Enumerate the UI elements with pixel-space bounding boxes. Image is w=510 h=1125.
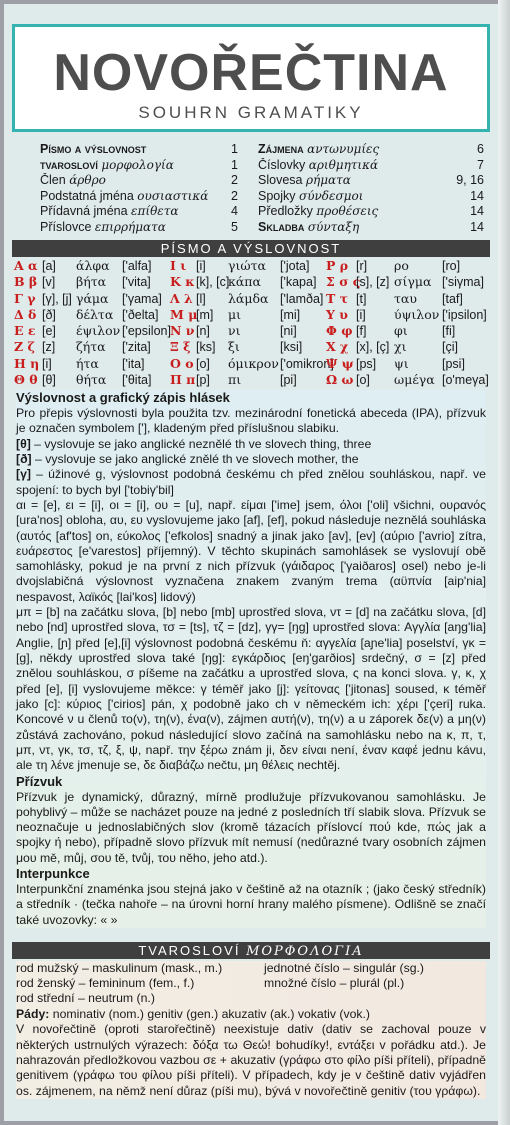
greek-letter: Γ γ bbox=[14, 290, 36, 306]
letter-name: κάπα bbox=[228, 274, 261, 290]
toc-entry bbox=[40, 204, 238, 220]
paragraph-interpunkce: Interpunkční znaménka jsou stejná jako v češtině až na otazník ; (jako český středník) a středník · (tečka nahoře – na úrovni horní hrany malého písmene). Odlišně se značí také uvozovky: « » bbox=[16, 882, 486, 927]
alphabet-row bbox=[170, 291, 330, 307]
toc-entry bbox=[40, 173, 238, 189]
greek-letter: Α α bbox=[14, 258, 38, 273]
toc-label-greek: προθέσεις bbox=[316, 204, 379, 218]
heading-prizvuk: Přízvuk bbox=[16, 773, 63, 789]
toc-label-text: Předložky bbox=[258, 204, 313, 218]
rule-symbol: [θ] bbox=[16, 436, 31, 451]
toc-label-greek: επιρρήματα bbox=[94, 219, 166, 234]
number-singular: jednotné číslo – singulár (sg.) bbox=[264, 961, 425, 975]
toc-entry bbox=[258, 220, 484, 236]
greek-letter: Ζ ζ bbox=[14, 339, 35, 355]
page-subtitle: SOUHRN GRAMATIKY bbox=[138, 103, 364, 122]
toc-page-number: 5 bbox=[231, 219, 238, 234]
toc-entry bbox=[40, 189, 238, 205]
toc-label bbox=[40, 142, 231, 158]
letter-name-ipa: ['γama] bbox=[122, 291, 162, 306]
letter-ipa: [r] bbox=[356, 259, 368, 273]
alphabet-row bbox=[326, 372, 489, 388]
letter-ipa: [p] bbox=[196, 373, 210, 388]
toc-page-number: 1 bbox=[231, 142, 238, 156]
letter-name: άλφα bbox=[76, 258, 110, 273]
alphabet-row bbox=[326, 339, 486, 355]
letter-ipa: [f] bbox=[356, 324, 367, 339]
section-title-greek: ΜΟΡΦΟΛΟΓΙΑ bbox=[246, 944, 364, 959]
section-title: PÍSMO A VÝSLOVNOST bbox=[160, 241, 342, 256]
letter-ipa: [θ] bbox=[42, 373, 56, 388]
toc-column-left bbox=[40, 142, 238, 235]
letter-ipa: [o] bbox=[356, 373, 370, 388]
alphabet-column bbox=[326, 258, 489, 388]
greek-letter: Φ φ bbox=[326, 323, 353, 339]
letter-ipa: [v] bbox=[42, 275, 56, 290]
paragraph-intro: Pro přepis výslovnosti byla použita tzv. mezinárodní fonetická abeceda (IPA), přízvuk je označen symbolem ['], kladeným před příslušnou slabiku. bbox=[16, 406, 486, 436]
alphabet-row bbox=[326, 291, 486, 307]
toc-page-number: 4 bbox=[231, 204, 238, 218]
toc-label-greek: σύνταξη bbox=[307, 219, 360, 234]
greek-letter: Ω ω bbox=[326, 372, 354, 388]
letter-name: νι bbox=[228, 323, 241, 339]
letter-ipa: [k], [c] bbox=[196, 275, 230, 290]
toc-entry bbox=[258, 173, 484, 189]
alphabet-row bbox=[14, 274, 174, 290]
letter-name: βήτα bbox=[76, 274, 107, 290]
letter-name: ήτα bbox=[76, 355, 99, 371]
paragraph-prizvuk: Přízvuk je dynamický, důrazný, mírně prodlužuje přízvukovanou samohlásku. Je pohyblivý – může se nacházet pouze na jedné z posledních tří slabik slova. Přízvuk se neoznačuje u jednoslabičných slov (kromě tázacích příslovcí πού kde, πώς jak a spojky ή nebo), případně slovo přízvuk mít nemusí (nedůrazné tvary osobních zájmen μου mě, můj, σου tě, tvůj, του něho, jeho atd.). bbox=[16, 789, 486, 865]
letter-name-ipa: ['ita] bbox=[122, 356, 145, 371]
toc-label bbox=[258, 189, 470, 205]
alphabet-row bbox=[14, 356, 174, 372]
alphabet-column bbox=[14, 258, 174, 388]
letter-name-ipa: [ro] bbox=[442, 259, 461, 273]
letter-name-ipa: [çi] bbox=[442, 340, 458, 355]
alphabet-row bbox=[14, 339, 174, 355]
toc-label-text: Člen bbox=[40, 173, 66, 187]
toc-label bbox=[258, 204, 470, 220]
greek-letter: Κ κ bbox=[170, 274, 195, 290]
toc-column-right bbox=[258, 142, 484, 235]
toc-entry bbox=[258, 189, 484, 205]
toc-label-greek: αριθμητικά bbox=[308, 157, 379, 172]
toc-page-number: 14 bbox=[470, 188, 484, 203]
heading-interpunkce: Interpunkce bbox=[16, 866, 90, 882]
letter-ipa: [n] bbox=[196, 324, 210, 339]
alphabet-row bbox=[14, 291, 174, 307]
toc-label bbox=[40, 158, 231, 174]
letter-name: ύψιλον bbox=[394, 306, 440, 322]
alphabet-row bbox=[170, 355, 334, 372]
letter-name: λάμδα bbox=[228, 290, 269, 306]
letter-name-ipa: [psi] bbox=[442, 356, 465, 371]
cases-line bbox=[16, 1007, 486, 1022]
alphabet-row bbox=[326, 258, 486, 274]
toc-page-number: 7 bbox=[477, 157, 484, 172]
greek-letter: Χ χ bbox=[326, 339, 349, 355]
rule-theta bbox=[16, 437, 486, 452]
letter-name-ipa: ['lamða] bbox=[280, 291, 324, 306]
letter-name-ipa: ['kapa] bbox=[280, 275, 317, 290]
toc-entry bbox=[40, 158, 238, 174]
letter-ipa: [e] bbox=[42, 324, 56, 339]
toc-entry bbox=[40, 142, 238, 158]
alphabet-row bbox=[14, 258, 174, 274]
letter-ipa: [a] bbox=[42, 259, 56, 273]
paragraph-dativ: V novořečtině (oproti starořečtině) neexistuje dativ (dativ se zachoval pouze v některých ustrnulých výrazech: δόξα τω Θεώ! bohudíky!, εντάξει v pořádku atd.). Je nahrazován předložkovou vazbou σε + akuzativ (γράφω στο φίλο píši příteli), případně genitivem (γράφω του φίλου píši příteli). V případech, kdy je v češtině dativ vyjádřen os. zájmenem, na němž není důraz (píši mu), bývá v novořečtině genitiv (του γράφω). bbox=[16, 1022, 486, 1098]
letter-name-ipa: [ksi] bbox=[280, 340, 303, 355]
letter-name-ipa: ['epsilon] bbox=[122, 324, 171, 339]
letter-ipa: [l] bbox=[196, 291, 206, 306]
letter-ipa: [o] bbox=[196, 356, 210, 371]
toc-label bbox=[40, 204, 231, 220]
letter-ipa: [z] bbox=[42, 340, 56, 355]
letter-name-ipa: ['jota] bbox=[280, 259, 310, 273]
greek-letter: Υ υ bbox=[326, 306, 348, 322]
greek-letter: Σ σ ς bbox=[326, 274, 361, 290]
alphabet-row bbox=[326, 274, 486, 290]
greek-letter: Η η bbox=[14, 355, 40, 371]
alphabet-row bbox=[170, 307, 330, 323]
letter-name: ταυ bbox=[394, 290, 417, 306]
letter-ipa: [ð] bbox=[42, 307, 56, 322]
toc-label bbox=[258, 142, 477, 158]
page-spine bbox=[498, 0, 510, 1125]
rule-symbol: [γ] bbox=[16, 467, 31, 482]
cases-list: nominativ (nom.) genitiv (gen.) akuzativ (ak.) vokativ (vok.) bbox=[49, 1007, 371, 1021]
toc-label-text: Přídavná jména bbox=[40, 204, 128, 218]
section-title: TVAROSLOVÍ bbox=[138, 943, 241, 958]
toc-label-text: Spojky bbox=[258, 188, 296, 203]
toc-entry bbox=[40, 220, 238, 236]
toc-label-text: Písmo a výslovnost bbox=[40, 142, 147, 156]
letter-ipa: [i] bbox=[356, 307, 366, 322]
toc-label-text: Číslovky bbox=[258, 157, 306, 172]
letter-ipa: [x], [ç] bbox=[356, 340, 390, 355]
greek-letter: Τ τ bbox=[326, 290, 349, 306]
gender-neuter: rod střední – neutrum (n.) bbox=[16, 991, 155, 1005]
letter-name: φι bbox=[394, 323, 408, 339]
toc-page-number: 9, 16 bbox=[456, 173, 484, 187]
number-plural: množné číslo – plurál (pl.) bbox=[264, 976, 405, 990]
toc-label-text: Skladba bbox=[258, 219, 305, 234]
toc-label-greek: ρήματα bbox=[305, 173, 351, 187]
letter-name: πι bbox=[228, 372, 242, 388]
alphabet-row bbox=[170, 372, 330, 388]
alphabet-row bbox=[170, 339, 330, 355]
letter-name: έψιλον bbox=[76, 323, 121, 339]
rule-text: – vyslovuje se jako anglické neznělé th ve slovech thing, three bbox=[30, 436, 372, 451]
toc-label-greek: μορφολογία bbox=[101, 157, 174, 172]
letter-name-ipa: ['ðelta] bbox=[122, 307, 159, 322]
letter-ipa: [i] bbox=[196, 259, 206, 273]
toc-page-number: 2 bbox=[231, 173, 238, 187]
gender-masculine: rod mužský – maskulinum (mask., m.) bbox=[16, 961, 223, 975]
letter-name: ψι bbox=[394, 355, 409, 371]
toc-label-text: Zájmena bbox=[258, 142, 304, 156]
alphabet-column bbox=[170, 258, 334, 388]
letter-ipa: [ps] bbox=[356, 356, 377, 371]
letter-name-ipa: [mi] bbox=[280, 307, 301, 322]
letter-name-ipa: ['omikron] bbox=[280, 356, 334, 371]
alphabet-row bbox=[326, 307, 486, 323]
rule-eth bbox=[16, 452, 486, 467]
letter-name-ipa: ['vita] bbox=[122, 275, 151, 290]
toc-label-greek: σύνδεσμοι bbox=[299, 188, 364, 203]
alphabet-row bbox=[326, 356, 486, 372]
toc-page-number: 14 bbox=[470, 219, 484, 234]
header-box bbox=[12, 24, 490, 132]
pronunciation-section bbox=[16, 390, 486, 928]
cases-label: Pády: bbox=[16, 1007, 50, 1021]
toc-label bbox=[258, 220, 470, 236]
letter-ipa: [m] bbox=[196, 307, 214, 322]
morphology-section bbox=[16, 961, 486, 1099]
section-bar-pismo bbox=[12, 240, 490, 257]
toc-page-number: 2 bbox=[231, 188, 238, 203]
letter-ipa: [s], [z] bbox=[356, 275, 390, 290]
grammar-sheet bbox=[4, 4, 498, 1121]
greek-letter: Ε ε bbox=[14, 323, 36, 339]
greek-letter: Ψ ψ bbox=[326, 355, 354, 371]
letter-name-ipa: [fi] bbox=[442, 324, 456, 339]
letter-name: ζήτα bbox=[76, 339, 106, 355]
rule-text: – úžinové g, výslovnost podobná českému ch před znělou souhláskou, např. ve spojení: to bych byl ['tobiγ'bil] bbox=[16, 467, 486, 497]
letter-name: μι bbox=[228, 306, 242, 322]
letter-name: ρο bbox=[394, 258, 409, 273]
letter-name: όμικρον bbox=[228, 355, 279, 371]
heading-vyslovnost: Výslovnost a grafický zápis hlásek bbox=[16, 390, 230, 405]
greek-letter: Μ μ bbox=[170, 306, 198, 322]
letter-ipa: [i] bbox=[42, 356, 52, 371]
letter-name-ipa: ['zita] bbox=[122, 340, 151, 355]
letter-name-ipa: [taf] bbox=[442, 291, 463, 306]
greek-letter: Θ θ bbox=[14, 372, 38, 388]
paragraph-diphthongs: αι = [e], ει = [i], οι = [i], ου = [u], např. είμαι ['ime] jsem, όλοι ['oli] všichni, ουρανός [ura'nos] obloha, αυ, ευ vyslovujeme jako [af], [ef], pokud následuje neznělá souhláska (αυτός [af'tos] on, εύκολος ['efkolos] snadný a jinak jako [av], [ev] (αύριο ['avrio] zítra, ευάρεστος [e'varestos] příjemný). V těchto skupinách samohlásek se vyslovují obě samohlásky, pokud je na první z nich přízvuk (γάιδαρος ['γaiðaros] osel) nebo je-li dvojslabičná výslovnost vyznačena znakem zvaným trema (αϋπνία [aip'nia] nespavost, λαϊκός [lai'kos] lidový) bbox=[16, 497, 486, 604]
letter-ipa: [ks] bbox=[196, 340, 216, 355]
toc-page-number: 1 bbox=[231, 157, 238, 172]
toc-label bbox=[40, 173, 231, 189]
letter-name: γάμα bbox=[76, 290, 109, 306]
alphabet-row bbox=[170, 274, 330, 290]
toc-label-greek: ουσιαστικά bbox=[137, 188, 209, 203]
letter-name-ipa: [o'meγa] bbox=[442, 373, 489, 388]
rule-gamma bbox=[16, 467, 486, 498]
letter-name-ipa: ['ipsilon] bbox=[442, 307, 487, 322]
rule-text: – vyslovuje se jako anglické znělé th ve slovech mother, the bbox=[31, 451, 359, 466]
alphabet-row bbox=[14, 307, 174, 323]
greek-letter: Ξ ξ bbox=[170, 339, 191, 355]
toc-entry bbox=[258, 204, 484, 220]
toc-label-text: Příslovce bbox=[40, 219, 92, 234]
toc-label-text: Podstatná jména bbox=[40, 188, 134, 203]
greek-letter: Ι ι bbox=[170, 258, 187, 273]
toc-page-number: 14 bbox=[470, 204, 484, 218]
toc-entry bbox=[258, 142, 484, 158]
alphabet-row bbox=[170, 258, 330, 274]
paragraph-consonants: μπ = [b] na začátku slova, [b] nebo [mb] uprostřed slova, ντ = [d] na začátku slova, [d] nebo [nd] uprostřed slova, τσ = [ts], τζ = [dz], γγ= [ŋg] uprostřed slova: Αγγλία [aŋg'lia] Anglie, [ɲ] před [e],[i] výslovnost podobná českému ň: αγγελία [aɲe'lia] poselství, γκ = [g], někdy uprostřed slova také [ŋg]: εγκάρδιος [eŋ'garðios] srdečný, σ = [z] před znělou souhláskou, σ píšeme na začátku a uprostřed slova, ς na konci slova. γ, κ, χ před [e], [i] vyslovujeme měkce: γ téměř jako [j]: γείτονας ['jitonas] soused, κ téměř jako [c]: κύριος ['cirios] pán, χ podobně jako ch v německém ich: χέρι ['çeri] ruka. Koncové ν u členů το(ν), τη(ν), ένα(ν), zájmen αυτή(ν), τη(ν) a u záporek δε(ν) a μη(ν) zůstává zachováno, pokud následující slovo začíná na samohlásku nebo na κ, π, τ, μπ, ντ, γκ, τσ, τζ, ξ, ψ, např. την ξέρω znám ji, δεν είναι není, έναν καφέ jednu kávu, ale τη λένε jmenuje se, δε διαβάζω nečtu, μη θέλεις nechtěj. bbox=[16, 605, 486, 773]
page-title: NOVOŘEČTINA bbox=[53, 44, 449, 102]
letter-name-ipa: ['alfa] bbox=[122, 259, 152, 273]
toc-label-text: Slovesa bbox=[258, 173, 303, 187]
alphabet-row bbox=[170, 323, 330, 339]
toc-label-greek: επίθετα bbox=[131, 204, 179, 218]
letter-name: ωμέγα bbox=[394, 372, 435, 388]
letter-ipa: [t] bbox=[356, 291, 367, 306]
letter-ipa: [γ], [j] bbox=[42, 291, 72, 306]
alphabet-row bbox=[14, 323, 174, 339]
gender-number-grid bbox=[16, 961, 486, 1007]
greek-letter: Ο ο bbox=[170, 355, 194, 371]
toc-label bbox=[258, 158, 477, 174]
toc-label bbox=[40, 189, 231, 205]
letter-name: θήτα bbox=[76, 372, 107, 388]
letter-name-ipa: [pi] bbox=[280, 373, 297, 388]
alphabet-row bbox=[326, 323, 486, 339]
greek-letter: Δ δ bbox=[14, 306, 37, 322]
letter-name-ipa: ['siγma] bbox=[442, 275, 484, 290]
gender-feminine: rod ženský – femininum (fem., f.) bbox=[16, 976, 195, 990]
letter-name-ipa: [ni] bbox=[280, 324, 297, 339]
toc-label-greek: αντωνυμίες bbox=[307, 142, 380, 156]
greek-letter: Π π bbox=[170, 372, 196, 388]
toc-label-text: tvarosloví bbox=[40, 157, 98, 172]
section-bar-tvaroslovi bbox=[12, 942, 490, 959]
greek-letter: Λ λ bbox=[170, 290, 193, 306]
toc-entry bbox=[258, 158, 484, 174]
toc-page-number: 6 bbox=[477, 142, 484, 156]
alphabet-row bbox=[14, 372, 174, 388]
toc-label-greek: άρθρο bbox=[69, 173, 106, 187]
rule-symbol: [ð] bbox=[16, 451, 32, 466]
toc-label bbox=[258, 173, 456, 189]
letter-name: σίγμα bbox=[394, 274, 432, 290]
letter-name: ξι bbox=[228, 339, 240, 355]
greek-letter: Ν ν bbox=[170, 323, 195, 339]
greek-letter: Ρ ρ bbox=[326, 258, 349, 273]
letter-name: γιώτα bbox=[228, 258, 266, 273]
letter-name: δέλτα bbox=[76, 306, 114, 322]
greek-letter: Β β bbox=[14, 274, 38, 290]
letter-name: χι bbox=[394, 339, 407, 355]
toc-label bbox=[40, 220, 231, 236]
letter-name-ipa: ['θita] bbox=[122, 373, 152, 388]
